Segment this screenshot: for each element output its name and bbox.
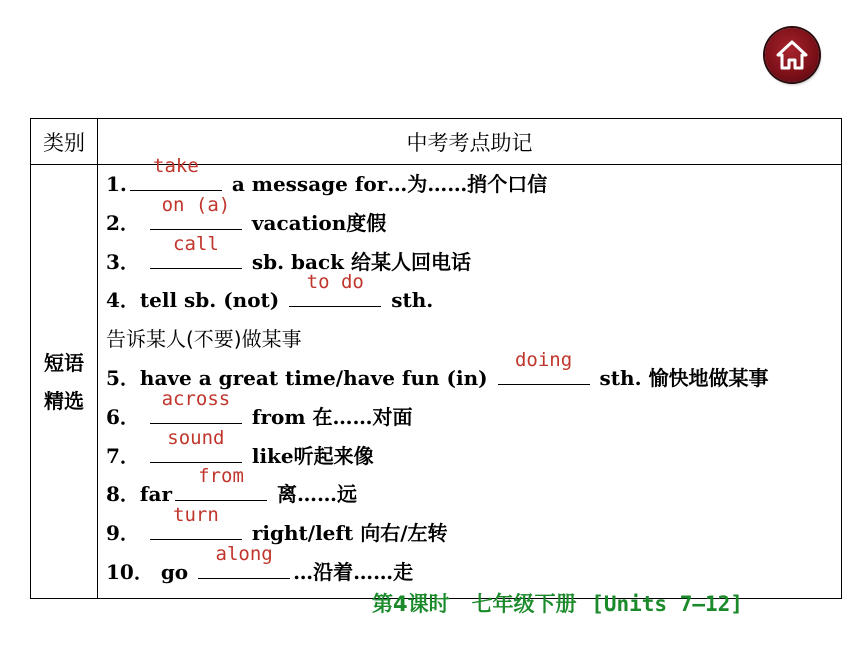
item-number: 6． xyxy=(106,404,140,429)
answer-blank xyxy=(150,387,242,424)
category-line-2: 精选 xyxy=(44,388,84,413)
answer-text: along xyxy=(215,542,273,565)
list-item xyxy=(98,320,841,359)
answer-text: take xyxy=(153,155,199,177)
answer-blank xyxy=(130,155,222,191)
table-body-row xyxy=(31,165,842,599)
phrase-table xyxy=(30,118,842,599)
answer-blank xyxy=(150,232,242,269)
item-number: 9． xyxy=(106,521,140,546)
item-number: 5． xyxy=(106,365,140,390)
list-item xyxy=(98,542,841,592)
item-text: from 在……对面 xyxy=(251,404,413,429)
answer-text: across xyxy=(161,387,231,410)
answer-text: to do xyxy=(306,271,364,294)
footer-caption xyxy=(372,588,743,618)
item-number: 10． xyxy=(106,559,154,584)
answer-blank xyxy=(150,193,242,230)
item-text: 告诉某人(不要)做某事 xyxy=(106,327,302,352)
item-text: sth. 愉快地做某事 xyxy=(599,365,769,390)
answer-text: call xyxy=(173,232,219,255)
answer-blank xyxy=(198,542,290,579)
list-item xyxy=(98,232,841,282)
item-prefix: tell sb. (not) xyxy=(139,288,280,313)
home-icon xyxy=(774,37,810,73)
answer-blank xyxy=(150,426,242,463)
header-category: 类别 xyxy=(31,119,98,165)
item-number: 4． xyxy=(106,288,140,313)
footer-lesson: 第4课时 xyxy=(372,592,450,616)
answer-text: on (a) xyxy=(161,193,231,216)
item-number: 7． xyxy=(106,443,140,468)
item-number: 8． xyxy=(106,482,140,507)
item-text: a message for…为……捎个口信 xyxy=(231,172,548,196)
answer-blank xyxy=(175,465,267,501)
item-text: 离……远 xyxy=(277,482,357,507)
item-number: 1. xyxy=(106,172,127,196)
item-prefix: far xyxy=(139,482,173,507)
answer-text: sound xyxy=(167,426,225,449)
footer-grade: 七年级下册 xyxy=(471,592,577,616)
item-prefix: have a great time/have fun (in) xyxy=(139,365,488,390)
answer-text: from xyxy=(198,465,244,488)
category-line-1: 短语 xyxy=(44,350,84,375)
header-content: 中考考点助记 xyxy=(98,119,842,165)
footer-units: [Units 7—12] xyxy=(591,592,743,616)
answer-blank xyxy=(498,348,590,385)
home-button[interactable] xyxy=(765,28,819,82)
answer-blank xyxy=(150,504,242,540)
item-prefix: go xyxy=(160,559,189,584)
item-number: 3． xyxy=(106,249,140,274)
answer-blank xyxy=(289,271,381,307)
list-item xyxy=(98,271,841,320)
item-text: sb. back 给某人回电话 xyxy=(251,249,471,274)
answer-text: doing xyxy=(514,348,573,371)
item-text: vacation度假 xyxy=(251,210,387,235)
answer-text: turn xyxy=(173,504,219,527)
item-text: like听起来像 xyxy=(251,443,374,468)
items-cell xyxy=(98,155,842,599)
category-cell xyxy=(31,165,98,599)
item-text: right/left 向右/左转 xyxy=(251,521,448,546)
item-number: 2． xyxy=(106,210,140,235)
item-text: …沿着……走 xyxy=(293,559,414,584)
item-text: sth. xyxy=(391,288,434,313)
